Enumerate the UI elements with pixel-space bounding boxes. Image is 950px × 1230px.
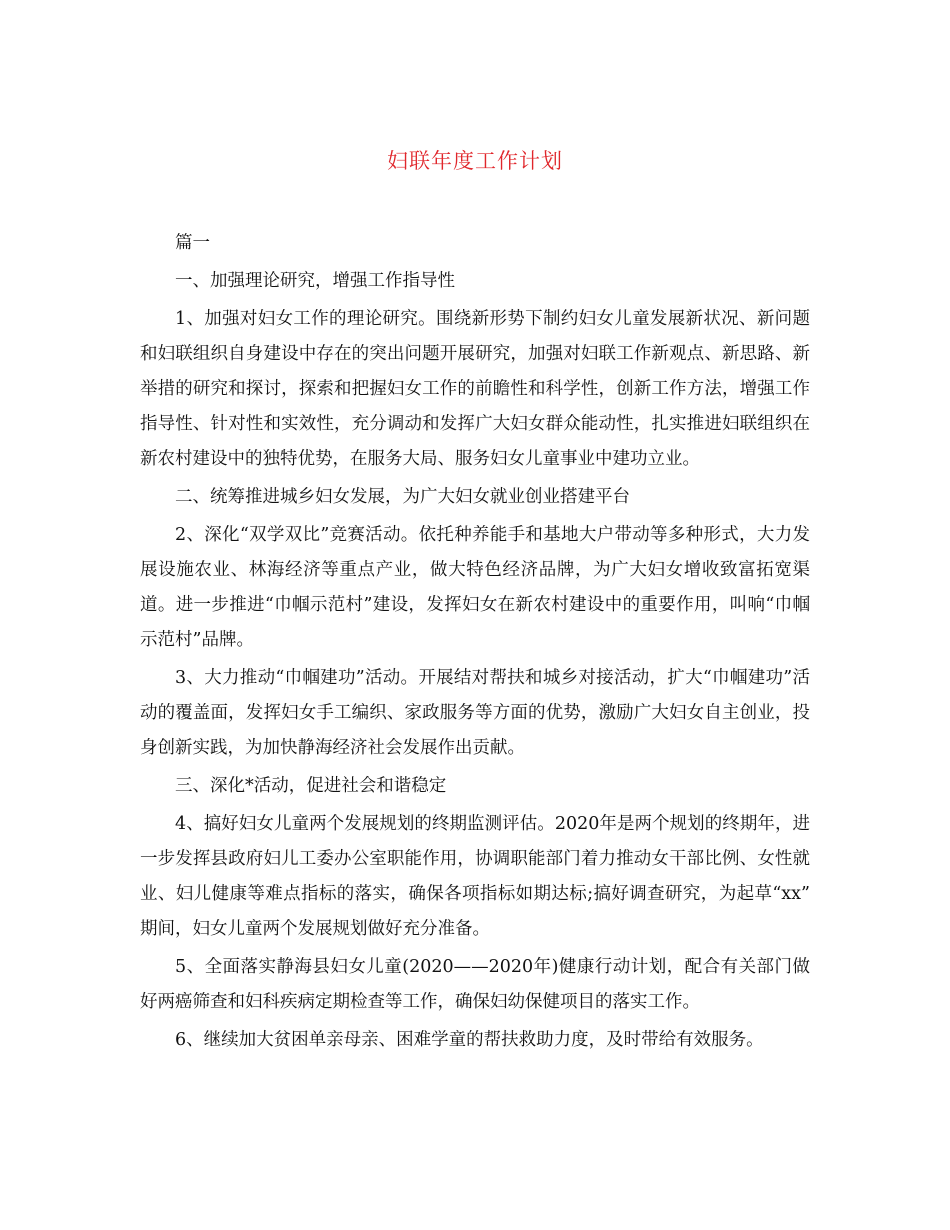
- paragraph-item-6: 6、继续加大贫困单亲母亲、困难学童的帮扶救助力度，及时带给有效服务。: [175, 1030, 764, 1050]
- heading-section-3: 三、深化*活动，促进社会和谐稳定: [175, 776, 447, 796]
- heading-section-2: 二、统筹推进城乡妇女发展，为广大妇女就业创业搭建平台: [175, 487, 630, 507]
- heading-section-1: 一、加强理论研究，增强工作指导性: [175, 271, 455, 291]
- paragraph-item-5: 5、全面落实静海县妇女儿童(2020——2020年)健康行动计划，配合有关部门做好两癌筛查和妇科疾病定期检查等工作，确保妇幼保健项目的落实工作。: [140, 957, 810, 1012]
- paragraph-section-label: 篇一: [175, 233, 210, 253]
- document-title: 妇联年度工作计划: [387, 149, 563, 173]
- paragraph-item-1: 1、加强对妇女工作的理论研究。围绕新形势下制约妇女儿童发展新状况、新问题和妇联组织自身建设中存在的突出问题开展研究，加强对妇联工作新观点、新思路、新举措的研究和探讨，探索和把握妇女工作的前瞻性和科学性，创新工作方法，增强工作指导性、针对性和实效性，充分调动和发挥广大妇女群众能动性，扎实推进妇联组织在新农村建设中的独特优势，在服务大局、服务妇女儿童事业中建功立业。: [140, 309, 810, 469]
- paragraph-item-4: 4、搞好妇女儿童两个发展规划的终期监测评估。2020年是两个规划的终期年，进一步发挥县政府妇儿工委办公室职能作用，协调职能部门着力推动女干部比例、女性就业、妇儿健康等难点指标的落实，确保各项指标如期达标;搞好调查研究，为起草“xx” 期间，妇女儿童两个发展规划做好充分准备。: [140, 814, 810, 939]
- paragraph-item-2: 2、深化“双学双比”竞赛活动。依托种养能手和基地大户带动等多种形式，大力发展设施农业、林海经济等重点产业，做大特色经济品牌，为广大妇女增收致富拓宽渠道。进一步推进“巾帼示范村”建设，发挥妇女在新农村建设中的重要作用，叫响“巾帼示范村”品牌。: [140, 525, 810, 650]
- document-body: [140, 226, 810, 1061]
- paragraph-item-3: 3、大力推动“巾帼建功”活动。开展结对帮扶和城乡对接活动，扩大“巾帼建功”活动的覆盖面，发挥妇女手工编织、家政服务等方面的优势，激励广大妇女自主创业，投身创新实践，为加快静海经济社会发展作出贡献。: [140, 668, 810, 758]
